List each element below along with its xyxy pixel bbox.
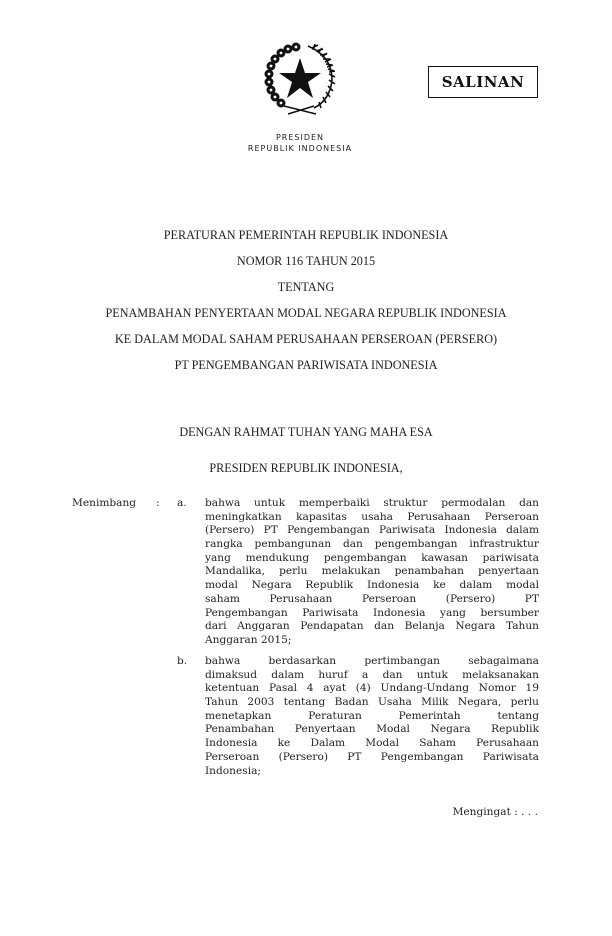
institution-line-presiden: PRESIDEN: [275, 133, 325, 142]
text-line: Pengembangan Pariwisata Indonesia yang bersumber: [205, 606, 539, 619]
emblem-svg: [258, 38, 342, 122]
title-tentang: TENTANG: [277, 280, 335, 294]
text-line: Tahun 2003 tentang Badan Usaha Milik Negara, perlu: [205, 696, 539, 709]
text-line: yang mendukung pengembangan kawasan pariwisata: [205, 551, 539, 564]
salinan-stamp-label: SALINAN: [441, 73, 525, 91]
text-line: Perseroan (Persero) PT Pengembangan Pariwisata: [205, 750, 539, 763]
continuation-mengingat: Mengingat : . . .: [452, 806, 538, 818]
text-line: menetapkan Peraturan Pemerintah tentang: [205, 709, 539, 722]
text-line: saham Perusahaan Perseroan (Persero) PT: [205, 592, 539, 605]
text-line: rangka pembangunan dan pengembangan infrastruktur: [205, 538, 539, 551]
text-line: dari Anggaran Pendapatan dan Belanja Negara Tahun: [205, 620, 539, 633]
text-line: Penambahan Penyertaan Modal Negara Republik: [205, 723, 539, 736]
title-subject-line-2: KE DALAM MODAL SAHAM PERUSAHAAN PERSEROAN (PERSERO): [114, 332, 498, 346]
item-marker-a: a.: [177, 497, 187, 509]
text-line: Indonesia ke Dalam Modal Saham Perusahaan: [205, 737, 539, 750]
text-line: bahwa untuk memperbaiki struktur permodalan dan: [205, 497, 539, 509]
text-line: meningkatkan kapasitas usaha Perusahaan Perseroan: [205, 510, 539, 523]
text-line: Mandalika, perlu melakukan penambahan penyertaan: [205, 565, 539, 578]
menimbang-label: Menimbang: [72, 497, 137, 509]
institution-line-republik: REPUBLIK INDONESIA: [247, 144, 353, 153]
title-subject-line-3: PT PENGEMBANGAN PARIWISATA INDONESIA: [174, 358, 438, 372]
salinan-stamp: [428, 66, 538, 98]
menimbang-item-b: [205, 655, 539, 778]
title-number: NOMOR 116 TAHUN 2015: [236, 254, 376, 268]
text-line: bahwa berdasarkan pertimbangan sebagaimana: [205, 655, 539, 667]
text-line: Indonesia;: [205, 764, 261, 777]
invocation: DENGAN RAHMAT TUHAN YANG MAHA ESA: [179, 425, 433, 439]
text-line: Anggaran 2015;: [205, 633, 292, 646]
text-line: modal Negara Republik Indonesia ke dalam modal: [205, 579, 539, 592]
text-line: (Persero) PT Pengembangan Pariwisata Indonesia dalam: [205, 524, 539, 537]
item-marker-b: b.: [177, 655, 188, 667]
text-line: ketentuan Pasal 4 ayat (4) Undang-Undang Nomor 19: [205, 682, 539, 695]
garuda-star-wreath-emblem-icon: [258, 38, 342, 122]
menimbang-colon: :: [156, 497, 160, 509]
title-regulation-type: PERATURAN PEMERINTAH REPUBLIK INDONESIA: [163, 228, 449, 242]
title-subject-line-1: PENAMBAHAN PENYERTAAN MODAL NEGARA REPUBLIK INDONESIA: [105, 306, 507, 320]
text-line: dimaksud dalam huruf a dan untuk melaksanakan: [205, 668, 539, 681]
issuer: PRESIDEN REPUBLIK INDONESIA,: [209, 461, 403, 475]
menimbang-item-a: [205, 497, 539, 648]
